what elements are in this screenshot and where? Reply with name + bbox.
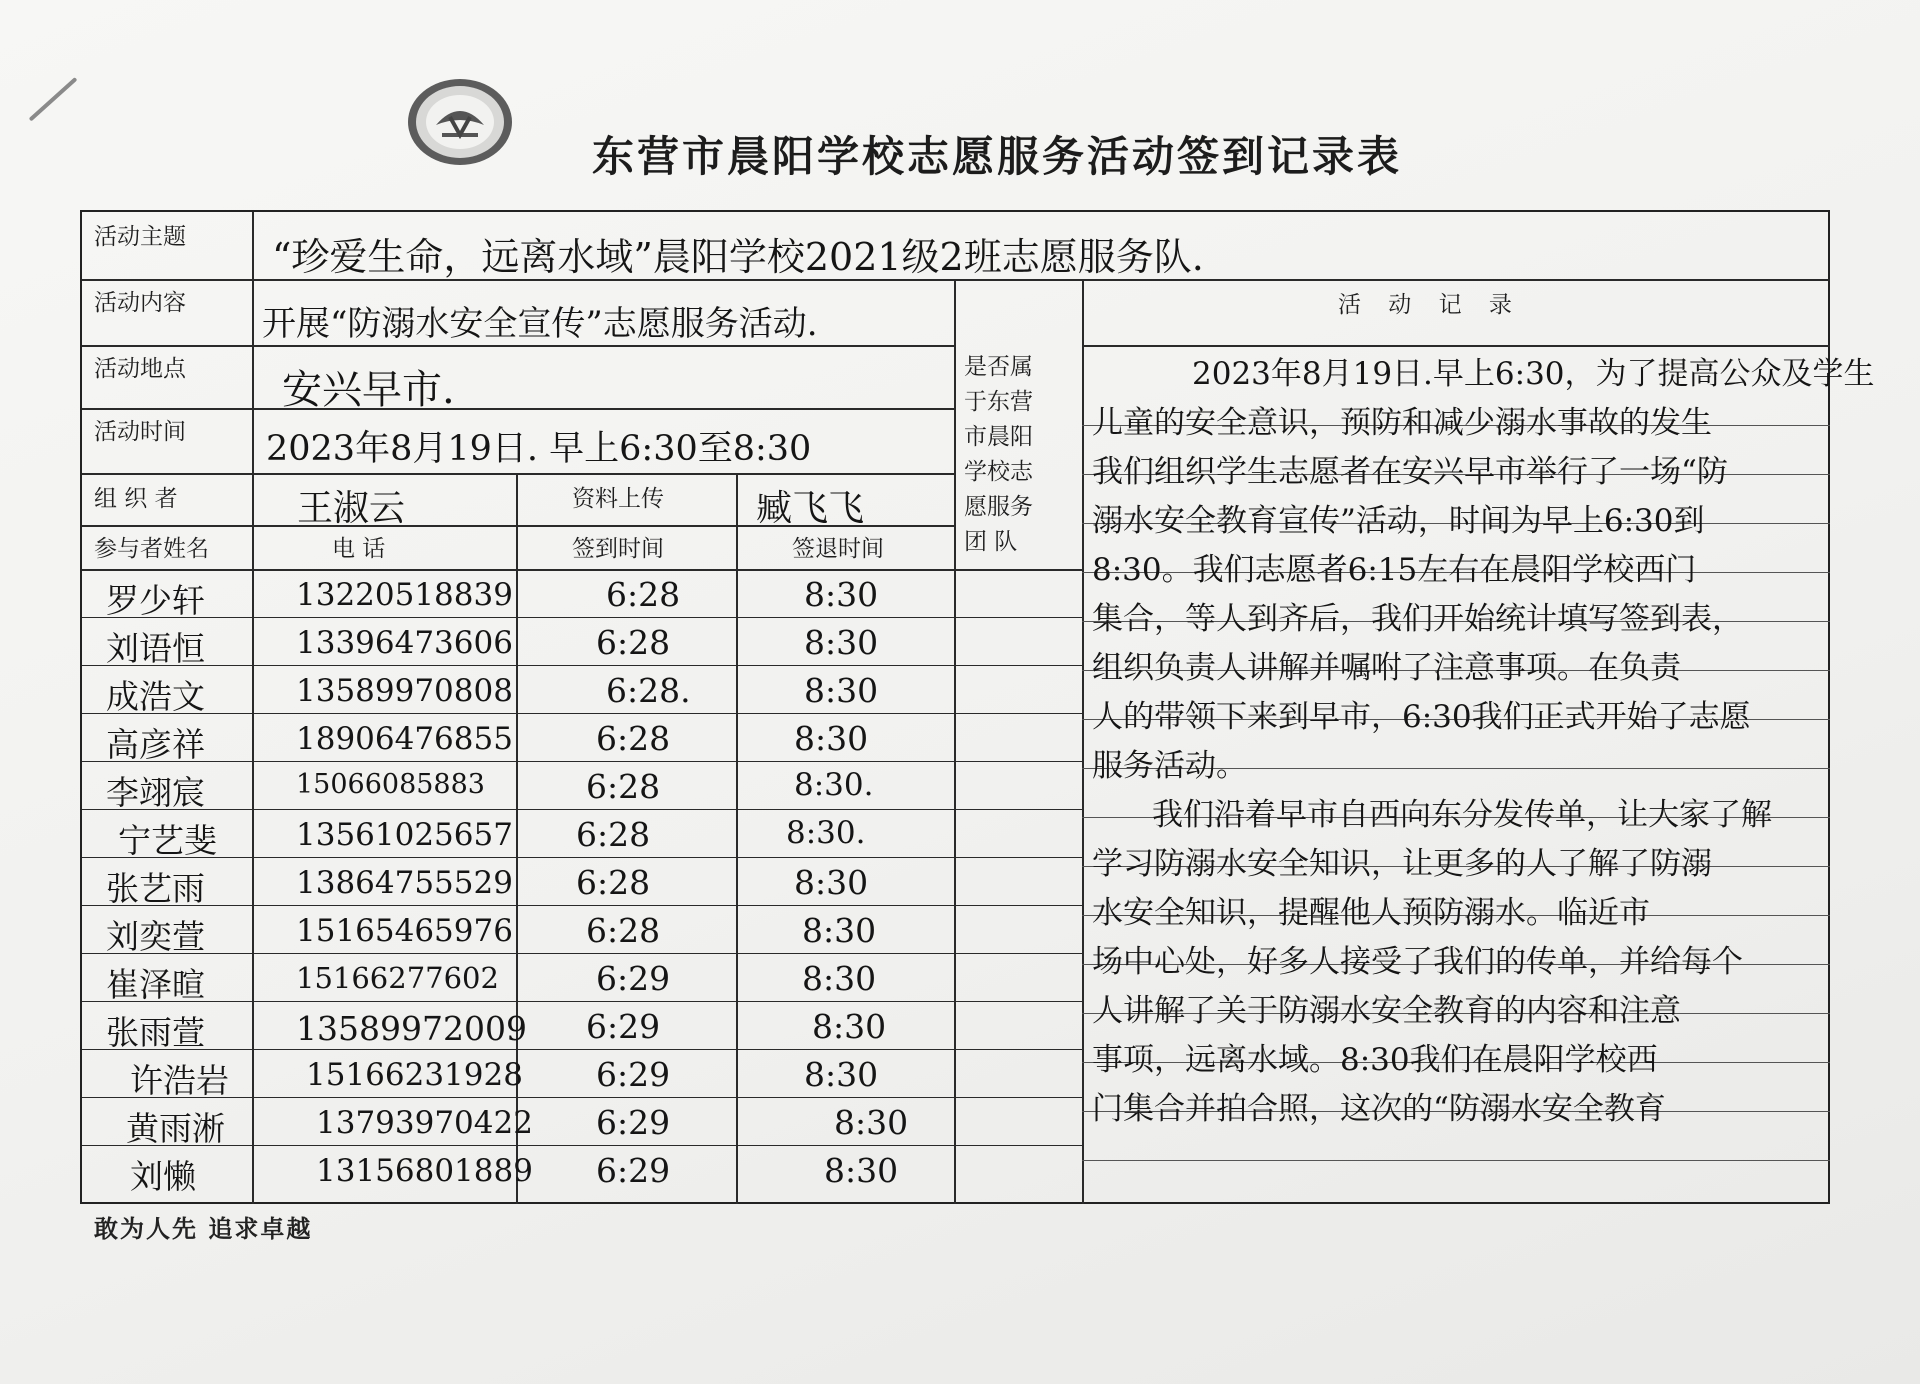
record-line: 2023年8月19日.早上6:30，为了提高公众及学生 (1192, 356, 1875, 392)
participant-name: 罗少轩 (106, 581, 205, 620)
participant-phone: 13396473606 (296, 625, 513, 661)
sign-in-time: 6:29 (586, 1007, 661, 1046)
sign-out-time: 8:30 (794, 863, 869, 902)
sign-out-time: 8:30 (824, 1151, 899, 1190)
participant-name: 刘奕萱 (106, 917, 205, 956)
participant-phone: 13561025657 (296, 817, 513, 853)
table-row (82, 905, 954, 956)
uploader-value: 臧飞飞 (756, 488, 865, 529)
label-record: 活 动 记 录 (1338, 292, 1522, 318)
participant-name: 张艺雨 (106, 869, 205, 908)
record-line: 人讲解了关于防溺水安全教育的内容和注意 (1092, 993, 1681, 1029)
sign-in-time: 6:29 (596, 1055, 671, 1094)
sign-in-time: 6:28 (586, 911, 661, 950)
sign-out-time: 8:30 (804, 575, 879, 614)
record-line: 事项，远离水域。8:30我们在晨阳学校西 (1092, 1042, 1658, 1078)
sign-in-time: 6:29 (596, 959, 671, 998)
participant-phone: 13220518839 (296, 577, 513, 613)
sign-out-time: 8:30. (786, 815, 866, 851)
theme-value: “珍爱生命，远离水域”晨阳学校2021级2班志愿服务队. (272, 235, 1204, 279)
record-line: 我们组织学生志愿者在安兴早市举行了一场“防 (1092, 454, 1728, 490)
sign-in-time: 6:28 (586, 767, 661, 806)
sign-out-time: 8:30 (802, 959, 877, 998)
page-title: 东营市晨阳学校志愿服务活动签到记录表 (592, 132, 1403, 181)
record-line: 集合，等人到齐后，我们开始统计填写签到表， (1092, 601, 1743, 637)
participant-phone: 15166231928 (306, 1057, 523, 1093)
record-line: 我们沿着早市自西向东分发传单，让大家了解 (1152, 797, 1772, 833)
label-location: 活动地点 (94, 356, 186, 382)
participant-name: 李翊宸 (106, 773, 205, 812)
sign-out-time: 8:30 (804, 671, 879, 710)
sign-in-form-table (80, 210, 1875, 1204)
participant-name: 成浩文 (106, 677, 205, 716)
record-line: 组织负责人讲解并嘱咐了注意事项。在负责 (1092, 650, 1681, 686)
sign-in-time: 6:29 (596, 1151, 671, 1190)
table-row (82, 569, 954, 620)
sign-out-time: 8:30. (794, 767, 874, 803)
sign-in-time: 6:28 (576, 863, 651, 902)
label-sign-in: 签到时间 (572, 536, 664, 562)
school-emblem (406, 77, 514, 167)
label-upload: 资料上传 (572, 486, 664, 512)
participant-name: 许浩岩 (130, 1061, 229, 1100)
organizer-value: 王淑云 (297, 488, 406, 529)
staple (29, 77, 78, 121)
sign-in-time: 6:28 (596, 623, 671, 662)
label-is-team: 是否属 于东营 市晨阳 学校志 愿服务 团 队 (964, 354, 1033, 555)
label-organizer: 组 织 者 (94, 486, 178, 512)
participant-phone: 13589972009 (296, 1009, 527, 1048)
location-value: 安兴早市. (282, 367, 455, 413)
sign-out-time: 8:30 (834, 1103, 909, 1142)
label-time: 活动时间 (94, 419, 186, 445)
record-line: 服务活动。 (1092, 748, 1247, 784)
participant-name: 崔泽暄 (106, 965, 205, 1004)
table-row (82, 857, 954, 908)
participant-name: 刘语恒 (106, 629, 205, 668)
label-participant-name: 参与者姓名 (94, 536, 209, 562)
participant-phone: 15066085883 (296, 769, 485, 800)
table-row (82, 1145, 954, 1196)
label-sign-out: 签退时间 (792, 536, 884, 562)
sign-out-time: 8:30 (804, 1055, 879, 1094)
participant-name: 刘懒 (130, 1157, 196, 1196)
table-row (82, 1097, 954, 1148)
record-line: 人的带领下来到早市，6:30我们正式开始了志愿 (1092, 699, 1751, 735)
label-theme: 活动主题 (94, 224, 186, 250)
sign-out-time: 8:30 (802, 911, 877, 950)
table-row (82, 761, 954, 812)
participant-phone: 15165465976 (296, 913, 513, 949)
participant-name: 黄雨淅 (126, 1109, 225, 1148)
participant-phone: 13793970422 (316, 1105, 533, 1141)
record-line: 溺水安全教育宣传”活动，时间为早上6:30到 (1092, 503, 1705, 539)
label-phone: 电 话 (332, 536, 386, 562)
participant-phone: 13156801889 (316, 1153, 533, 1189)
record-line: 门集合并拍合照，这次的“防溺水安全教育 (1092, 1091, 1666, 1127)
label-content: 活动内容 (94, 290, 186, 316)
school-motto: 敢为人先 追求卓越 (94, 1214, 313, 1243)
table-row (82, 617, 954, 668)
participant-name: 张雨萱 (106, 1013, 205, 1052)
table-row (82, 809, 954, 860)
time-value: 2023年8月19日. 早上6:30至8:30 (266, 429, 812, 469)
sign-in-time: 6:28 (606, 575, 681, 614)
table-row (82, 1049, 954, 1100)
record-line: 儿童的安全意识，预防和减少溺水事故的发生 (1092, 405, 1712, 441)
sign-in-time: 6:28 (596, 719, 671, 758)
participant-name: 宁艺斐 (118, 821, 217, 860)
sign-in-time: 6:29 (596, 1103, 671, 1142)
table-row (82, 713, 954, 764)
participant-phone: 18906476855 (296, 721, 513, 757)
sign-in-time: 6:28. (606, 671, 691, 710)
record-line: 水安全知识，提醒他人预防溺水。临近市 (1092, 895, 1650, 931)
table-row (82, 1001, 954, 1052)
content-value: 开展“防溺水安全宣传”志愿服务活动. (262, 304, 818, 344)
sign-out-time: 8:30 (794, 719, 869, 758)
participant-name: 高彦祥 (106, 725, 205, 764)
table-row (82, 665, 954, 716)
table-row (82, 953, 954, 1004)
participant-phone: 15166277602 (296, 961, 499, 995)
record-line: 8:30。我们志愿者6:15左右在晨阳学校西门 (1092, 552, 1697, 588)
record-line: 场中心处，好多人接受了我们的传单，并给每个 (1092, 944, 1743, 980)
record-line: 学习防溺水安全知识，让更多的人了解了防溺 (1092, 846, 1712, 882)
participant-phone: 13589970808 (296, 673, 513, 709)
sign-out-time: 8:30 (804, 623, 879, 662)
sign-out-time: 8:30 (812, 1007, 887, 1046)
participant-phone: 13864755529 (296, 865, 513, 901)
sign-in-time: 6:28 (576, 815, 651, 854)
